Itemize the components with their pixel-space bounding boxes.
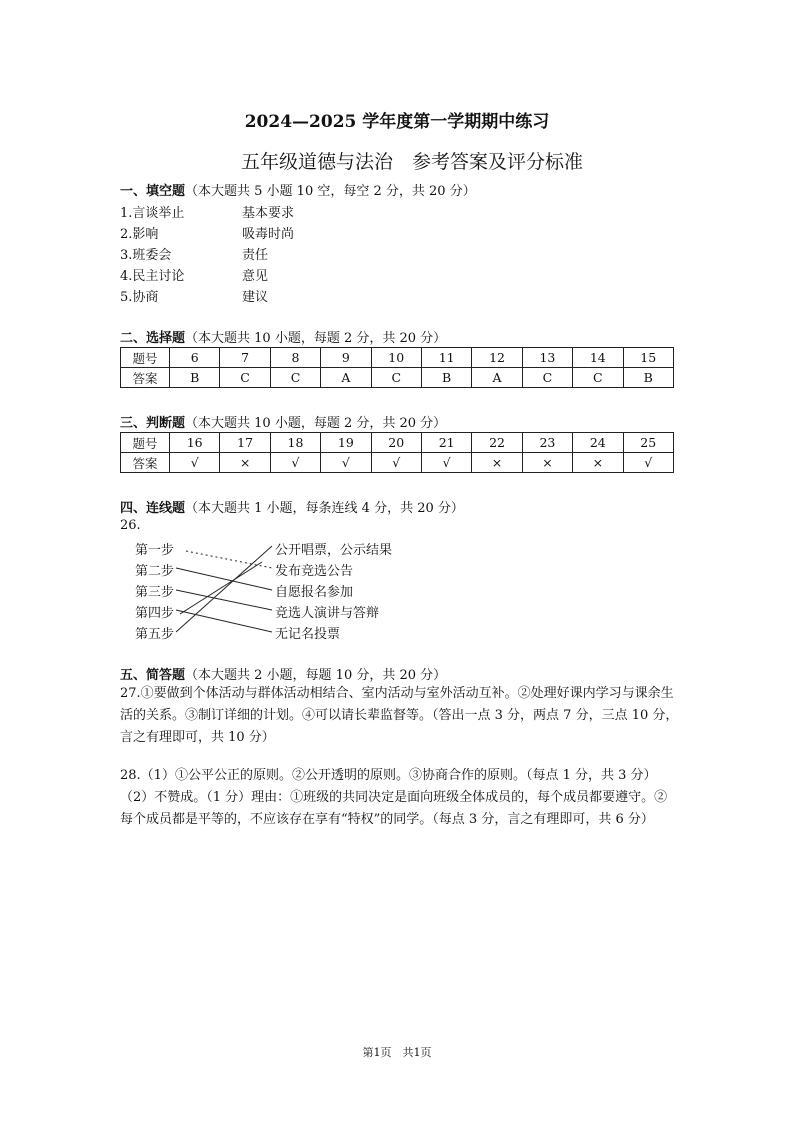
fill-question: 5.协商: [120, 290, 159, 305]
table-cell: √: [371, 453, 421, 473]
match-right-item: 竞选人演讲与答辩: [275, 606, 380, 621]
fill-answer: 基本要求: [242, 206, 295, 221]
table-cell: 20: [371, 433, 421, 453]
fill-question: 4.民主讨论: [120, 269, 185, 284]
fill-answer: 建议: [242, 290, 269, 305]
fill-answer: 吸毒时尚: [242, 227, 295, 242]
table-header-cell: 答案: [121, 453, 170, 473]
section5-heading: [120, 664, 446, 683]
table-cell: C: [522, 368, 572, 388]
table-cell: A: [472, 368, 522, 388]
table-cell: C: [573, 368, 623, 388]
fill-question: 1.言谈举止: [120, 206, 185, 221]
page-subtitle: 五年级道德与法治 参考答案及评分标准: [240, 151, 583, 173]
match-line: [180, 562, 262, 614]
table-cell: ×: [573, 453, 623, 473]
section1-title: 一、填空题: [120, 184, 186, 199]
table-cell: 15: [623, 348, 673, 368]
table-cell: 19: [321, 433, 371, 453]
table-cell: √: [170, 453, 220, 473]
table-cell: B: [623, 368, 673, 388]
table-cell: 16: [170, 433, 220, 453]
table-cell: 14: [573, 348, 623, 368]
table-header-cell: 题号: [121, 348, 170, 368]
fill-answer: 责任: [242, 248, 269, 263]
section2-note: （本大题共 10 小题，每题 2 分，共 20 分）: [185, 331, 447, 346]
section2-title: 二、选择题: [120, 331, 186, 346]
section5-title: 五、简答题: [120, 668, 186, 683]
table-cell: √: [270, 453, 320, 473]
section3-title: 三、判断题: [120, 416, 186, 431]
table-cell: 10: [371, 348, 421, 368]
section4-note: （本大题共 1 小题，每条连线 4 分，共 20 分）: [185, 501, 464, 516]
match-left-item: 第一步: [135, 543, 175, 558]
table-cell: B: [170, 368, 220, 388]
table-cell: √: [321, 453, 371, 473]
match-line: [186, 551, 272, 568]
page-footer: 第1页 共1页: [362, 1046, 432, 1059]
table-cell: ×: [220, 453, 270, 473]
table-cell: C: [270, 368, 320, 388]
match-right-item: 公开唱票，公示结果: [275, 543, 393, 558]
table-cell: 17: [220, 433, 270, 453]
table-cell: C: [220, 368, 270, 388]
question-number: 26.: [120, 518, 141, 533]
table-header-cell: 题号: [121, 433, 170, 453]
table-cell: √: [623, 453, 673, 473]
answer-28-part1: 28.（1）①公平公正的原则。②公开透明的原则。③协商合作的原则。（每点 1 分，共 3 分）: [120, 768, 657, 783]
section3-note: （本大题共 10 小题，每题 2 分，共 20 分）: [185, 416, 447, 431]
answer-27: 27.①要做到个体活动与群体活动相结合、室内活动与室外活动互补。②处理好课内学习与课余生活的关系。③制订详细的计划。④可以请长辈监督等。（答出一点 3 分，两点 7 分，三点 10 分，言之有理即可，共 10 分）: [120, 686, 679, 745]
table-cell: 24: [573, 433, 623, 453]
match-left-item: 第三步: [135, 585, 175, 600]
table-cell: 21: [421, 433, 471, 453]
match-line: [176, 568, 272, 590]
table-cell: ×: [472, 453, 522, 473]
match-left-item: 第四步: [135, 606, 175, 621]
fill-question: 2.影响: [120, 227, 159, 242]
table-cell: 7: [220, 348, 270, 368]
table-cell: 11: [421, 348, 471, 368]
match-right-item: 自愿报名参加: [275, 585, 354, 600]
fill-question: 3.班委会: [120, 248, 172, 263]
match-right-item: 发布竞选公告: [275, 564, 354, 579]
match-line: [176, 610, 272, 632]
section1-note: （本大题共 5 小题 10 空，每空 2 分，共 20 分）: [185, 184, 476, 199]
fill-answer: 意见: [242, 269, 269, 284]
match-line: [176, 546, 272, 632]
table-cell: ×: [522, 453, 572, 473]
match-left-item: 第二步: [135, 564, 175, 579]
table-cell: √: [421, 453, 471, 473]
section4-title: 四、连线题: [120, 501, 186, 516]
answer-28-part2: （2）不赞成。（1 分）理由：①班级的共同决定是面向班级全体成员的，每个成员都要遵守。②每个成员都是平等的，不应该存在享有“特权”的同学。（每点 3 分，言之有理即可，共 6 分）: [120, 790, 668, 827]
page-title: 2024—2025 学年度第一学期期中练习: [244, 112, 550, 132]
table-cell: 8: [270, 348, 320, 368]
table-cell: 13: [522, 348, 572, 368]
table-cell: A: [321, 368, 371, 388]
table-cell: C: [371, 368, 421, 388]
match-right-item: 无记名投票: [275, 627, 341, 642]
table-cell: 22: [472, 433, 522, 453]
table-cell: B: [421, 368, 471, 388]
match-left-item: 第五步: [135, 627, 175, 642]
table-cell: 23: [522, 433, 572, 453]
table-cell: 25: [623, 433, 673, 453]
table-header-cell: 答案: [121, 368, 170, 388]
table-cell: 9: [321, 348, 371, 368]
table-cell: 18: [270, 433, 320, 453]
table-cell: 12: [472, 348, 522, 368]
table-cell: 6: [170, 348, 220, 368]
section5-note: （本大题共 2 小题，每题 10 分，共 20 分）: [185, 668, 447, 683]
